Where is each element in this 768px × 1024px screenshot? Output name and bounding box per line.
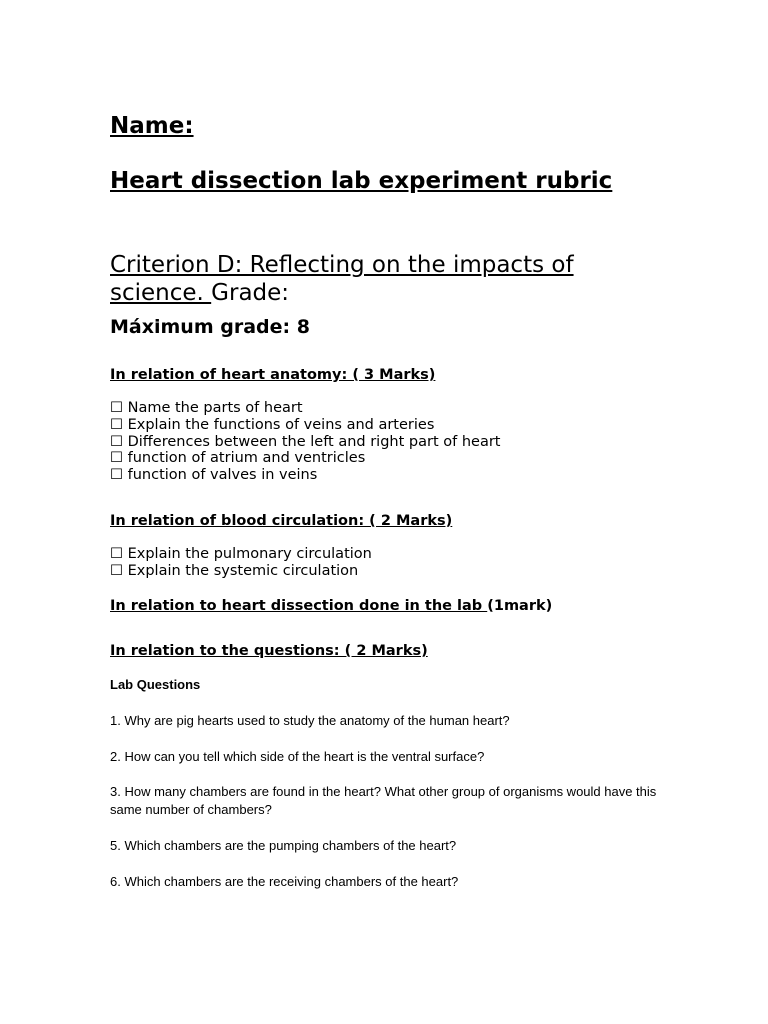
section-heading-questions-text: In relation to the questions: ( 2 Marks) bbox=[110, 643, 428, 659]
section-heading-anatomy bbox=[110, 366, 435, 384]
lab-questions-title: Lab Questions bbox=[110, 677, 201, 692]
maximum-grade: Máximum grade: 8 bbox=[110, 316, 310, 338]
checklist-item: ☐ Explain the functions of veins and arteries bbox=[110, 416, 435, 433]
section-heading-questions bbox=[110, 642, 428, 660]
section-heading-anatomy-text: In relation of heart anatomy: ( 3 Marks) bbox=[110, 367, 436, 383]
checklist-anatomy bbox=[110, 400, 500, 484]
name-label: Name: bbox=[110, 113, 194, 139]
grade-label: Grade: bbox=[211, 280, 290, 306]
section-heading-dissection-marks: (1mark) bbox=[487, 598, 553, 614]
criterion-line bbox=[110, 251, 660, 307]
section-heading-dissection-text: In relation to heart dissection done in the lab bbox=[110, 598, 488, 614]
checklist-item: ☐ function of valves in veins bbox=[110, 467, 318, 484]
section-heading-dissection bbox=[110, 597, 552, 615]
section-heading-circulation-text: In relation of blood circulation: ( 2 Marks) bbox=[110, 513, 453, 529]
checklist-item: ☐ Explain the systemic circulation bbox=[110, 562, 359, 579]
lab-question-item: 3. How many chambers are found in the heart? What other group of organisms would have this same number of chambers? bbox=[110, 784, 657, 817]
checklist-item: ☐ Explain the pulmonary circulation bbox=[110, 546, 372, 562]
checklist-item: ☐ Name the parts of heart bbox=[110, 400, 303, 416]
section-heading-circulation bbox=[110, 512, 452, 530]
lab-question-item: 5. Which chambers are the pumping chambers of the heart? bbox=[110, 838, 457, 853]
document-title: Heart dissection lab experiment rubric bbox=[110, 168, 613, 194]
checklist-circulation bbox=[110, 546, 372, 580]
criterion-text: Criterion D: Reflecting on the impacts of science. bbox=[110, 252, 574, 306]
lab-question-item: 1. Why are pig hearts used to study the anatomy of the human heart? bbox=[110, 713, 510, 728]
checklist-item: ☐ Differences between the left and right part of heart bbox=[110, 433, 501, 450]
checklist-item: ☐ function of atrium and ventricles bbox=[110, 450, 366, 467]
lab-question-item: 6. Which chambers are the receiving chambers of the heart? bbox=[110, 874, 459, 889]
lab-question-item: 2. How can you tell which side of the heart is the ventral surface? bbox=[110, 749, 485, 764]
